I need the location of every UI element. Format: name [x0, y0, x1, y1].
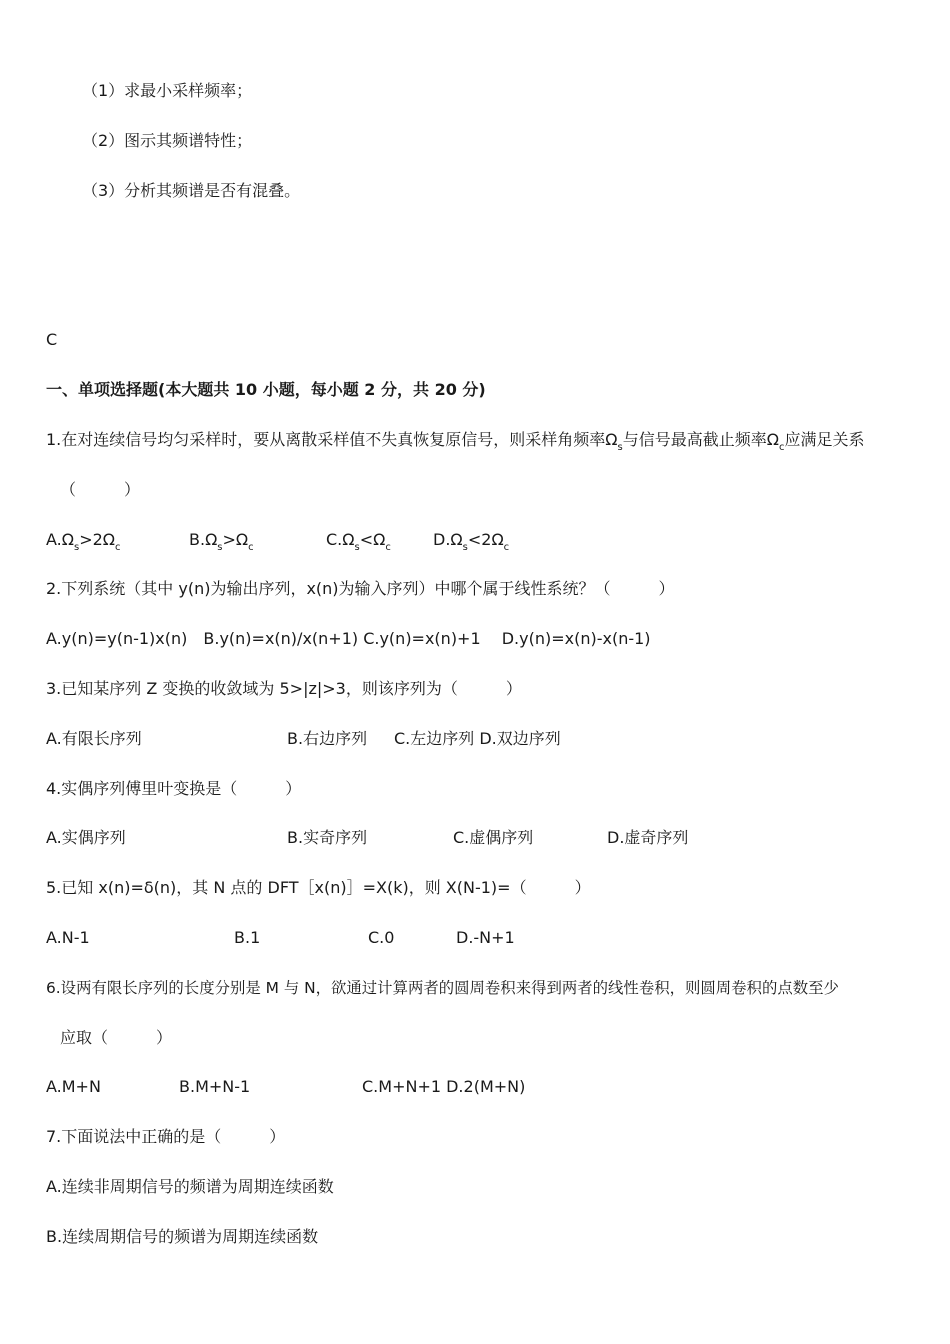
question-5: 5.已知 x(n)=δ(n)，其 N 点的 DFT［x(n)］=X(k)，则 X(N-1)=（ ） [46, 878, 591, 897]
section-title: 一、单项选择题(本大题共 10 小题，每小题 2 分，共 20 分) [46, 380, 486, 399]
q1-option-b: $B.\Omega_s>\Omega_c$ [189, 530, 254, 553]
q1-option-a: $A.\Omega_s>2\Omega_c$ [46, 530, 121, 553]
q1-option-d: $D.\Omega_s<2\Omega_c$ [433, 530, 510, 553]
q3-option-cd: C.左边序列 D.双边序列 [394, 729, 561, 748]
q3-option-a: A.有限长序列 [46, 729, 142, 748]
sub-question-1: （1）求最小采样频率； [82, 81, 253, 100]
q2-options: A.y(n)=y(n-1)x(n) B.y(n)=x(n)/x(n+1) C.y(n)=x(n)+1 D.y(n)=x(n)-x(n-1) [46, 629, 651, 648]
question-3: 3.已知某序列 Z 变换的收敛域为 5>|z|>3，则该序列为（ ） [46, 679, 522, 698]
question-1: 1.在对连续信号均匀采样时，要从离散采样值不失真恢复原信号，则采样角频率$\Omega_s$与信号最高截止频率$\Omega_c$应满足关系 [46, 430, 865, 453]
q5-option-b: B.1 [234, 928, 261, 947]
question-4: 4.实偶序列傅里叶变换是（ ） [46, 779, 302, 798]
answer-letter: C [46, 330, 58, 349]
question-6-cont: 应取（ ） [60, 1028, 173, 1047]
q6-option-a: A.M+N [46, 1077, 101, 1096]
q5-option-a: A.N-1 [46, 928, 90, 947]
question-1-cont: （ ） [60, 480, 141, 499]
q4-option-c: C.虚偶序列 [453, 828, 534, 847]
q7-option-b: B.连续周期信号的频谱为周期连续函数 [46, 1227, 319, 1246]
q4-option-d: D.虚奇序列 [607, 828, 689, 847]
q7-option-a: A.连续非周期信号的频谱为周期连续函数 [46, 1177, 334, 1196]
question-7: 7.下面说法中正确的是（ ） [46, 1127, 286, 1146]
q1-option-c: $C.\Omega_s<\Omega_c$ [326, 530, 391, 553]
q4-option-a: A.实偶序列 [46, 828, 126, 847]
q5-option-d: D.-N+1 [456, 928, 515, 947]
q6-option-b: B.M+N-1 [179, 1077, 251, 1096]
q6-option-cd: C.M+N+1 D.2(M+N) [362, 1077, 526, 1096]
sub-question-3: （3）分析其频谱是否有混叠。 [82, 181, 301, 200]
sub-question-2: （2）图示其频谱特性； [82, 131, 253, 150]
q3-option-b: B.右边序列 [287, 729, 368, 748]
q4-option-b: B.实奇序列 [287, 828, 368, 847]
question-6: 6.设两有限长序列的长度分别是 M 与 N，欲通过计算两者的圆周卷积来得到两者的线性卷积，则圆周卷积的点数至少 [46, 979, 839, 997]
question-2: 2.下列系统（其中 y(n)为输出序列，x(n)为输入序列）中哪个属于线性系统？（ ） [46, 579, 675, 598]
q5-option-c: C.0 [368, 928, 395, 947]
